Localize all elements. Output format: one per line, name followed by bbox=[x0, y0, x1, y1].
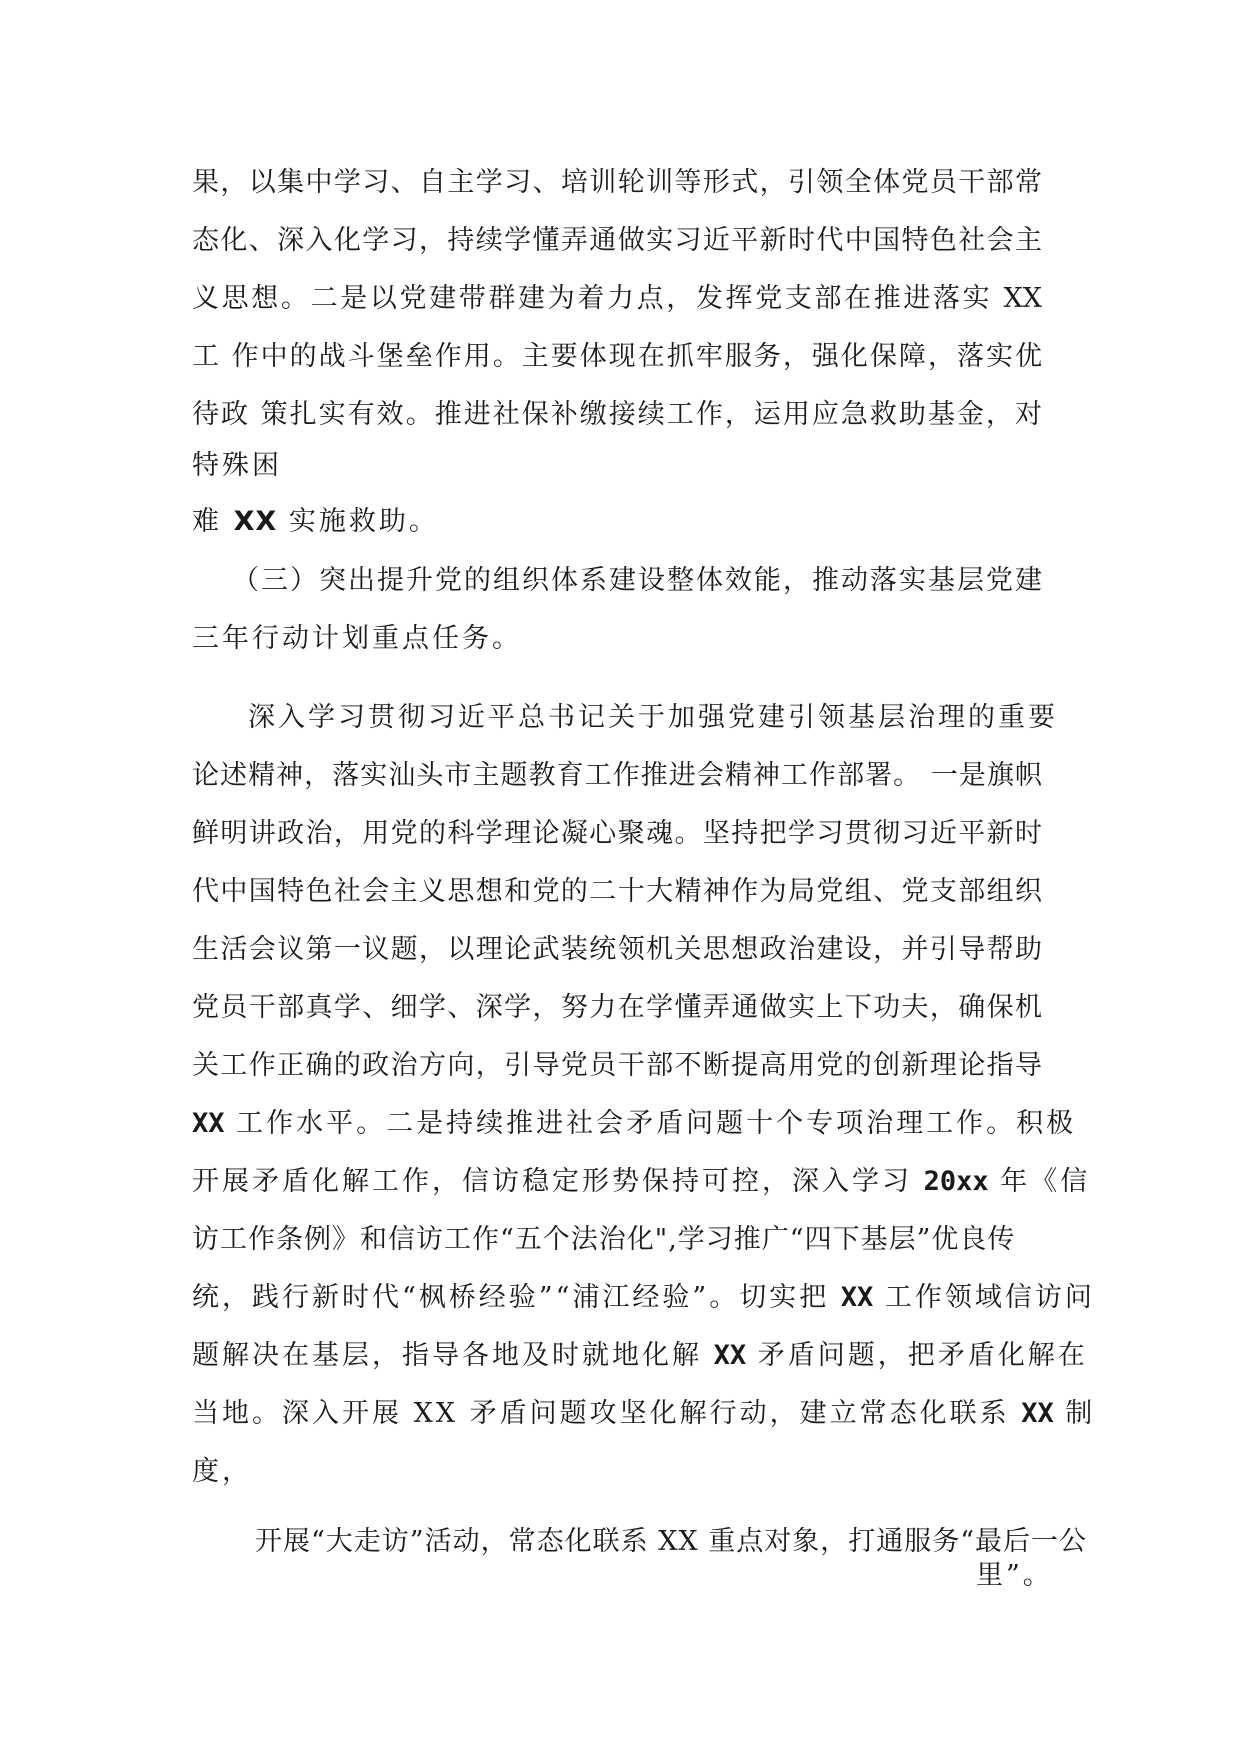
section-heading-line: 三年行动计划重点任务。 bbox=[192, 623, 522, 654]
text-fragment: 难 bbox=[192, 506, 234, 537]
body-text-line: 工 作中的战斗堡垒作用。主要体现在抓牢服务，强化保障，落实优 bbox=[192, 341, 1042, 372]
text-fragment: 当地。深入开展 XX 矛盾问题攻坚化解行动，建立常态化联系 bbox=[192, 1398, 1022, 1429]
body-text-line bbox=[192, 1106, 1076, 1142]
body-text-line: 鲜明讲政治，用党的科学理论凝心聚魂。坚持把学习贯彻习近平新时 bbox=[192, 818, 1042, 849]
text-fragment: 实施救助。 bbox=[277, 506, 439, 537]
body-text-line bbox=[192, 1280, 1095, 1316]
body-text-line bbox=[192, 504, 439, 540]
body-text-line: 义思想。二是以党建带群建为着力点，发挥党支部在推进落实 XX bbox=[192, 283, 1042, 314]
body-text-line: 关工作正确的政治方向，引导党员干部不断提高用党的创新理论指导 bbox=[192, 1050, 1042, 1081]
placeholder-bold-text: XX bbox=[1021, 1398, 1054, 1429]
placeholder-bold-text: XX bbox=[840, 1282, 874, 1313]
body-text-line: 待政 策扎实有效。推进社保补缴接续工作，运用应急救助基金，对 bbox=[192, 399, 1042, 430]
body-text-line bbox=[192, 1396, 1095, 1432]
year-bold-text: 20xx bbox=[923, 1166, 989, 1197]
body-text-line: 特殊困 bbox=[192, 450, 282, 481]
text-fragment: 制 bbox=[1053, 1398, 1096, 1429]
body-text-line: 党员干部真学、细学、深学，努力在学懂弄通做实上下功夫，确保机 bbox=[192, 992, 1042, 1023]
text-fragment: 题解决在基层，指导各地及时就地化解 bbox=[192, 1340, 714, 1371]
text-fragment: 矛盾问题，把矛盾化解在 bbox=[746, 1340, 1088, 1371]
text-fragment: 开展矛盾化解工作，信访稳定形势保持可控，深入学习 bbox=[192, 1166, 924, 1197]
placeholder-bold-text: XX bbox=[713, 1340, 747, 1371]
body-text-line: 访工作条例》和信访工作“五个法治化",学习推广“四下基层”优良传 bbox=[192, 1224, 1016, 1255]
body-text-line: 深入学习贯彻习近平总书记关于加强党建引领基层治理的重要 bbox=[248, 702, 1058, 733]
text-fragment: 统，践行新时代“枫桥经验”“浦江经验”。切实把 bbox=[192, 1282, 841, 1313]
body-text-line: 里”。 bbox=[976, 1560, 1053, 1591]
placeholder-bold-text: XX bbox=[233, 506, 278, 537]
body-text-line: 生活会议第一议题，以理论武装统领机关思想政治建设，并引导帮助 bbox=[192, 934, 1042, 965]
section-heading-line: （三）突出提升党的组织体系建设整体效能，推动落实基层党建 bbox=[232, 565, 1042, 596]
body-text-line bbox=[192, 1338, 1088, 1374]
text-fragment: 工作水平。二是持续推进社会矛盾问题十个专项治理工作。积极 bbox=[224, 1108, 1077, 1139]
body-text-line: 态化、深入化学习，持续学懂弄通做实习近平新时代中国特色社会主 bbox=[192, 225, 1042, 256]
body-text-line: 论述精神，落实汕头市主题教育工作推进会精神工作部署。 一是旗帜 bbox=[192, 760, 1042, 791]
body-text-line: 开展“大走访”活动，常态化联系 XX 重点对象，打通服务“最后一公 bbox=[255, 1526, 1088, 1557]
body-text-line: 果，以集中学习、自主学习、培训轮训等形式，引领全体党员干部常 bbox=[192, 167, 1042, 198]
placeholder-bold-text: XX bbox=[192, 1108, 225, 1139]
text-fragment: 年《信 bbox=[988, 1166, 1091, 1197]
text-fragment: 工作领域信访问 bbox=[873, 1282, 1095, 1313]
body-text-line: 度， bbox=[192, 1456, 252, 1487]
body-text-line bbox=[192, 1164, 1090, 1200]
body-text-line: 代中国特色社会主义思想和党的二十大精神作为局党组、党支部组织 bbox=[192, 876, 1042, 907]
